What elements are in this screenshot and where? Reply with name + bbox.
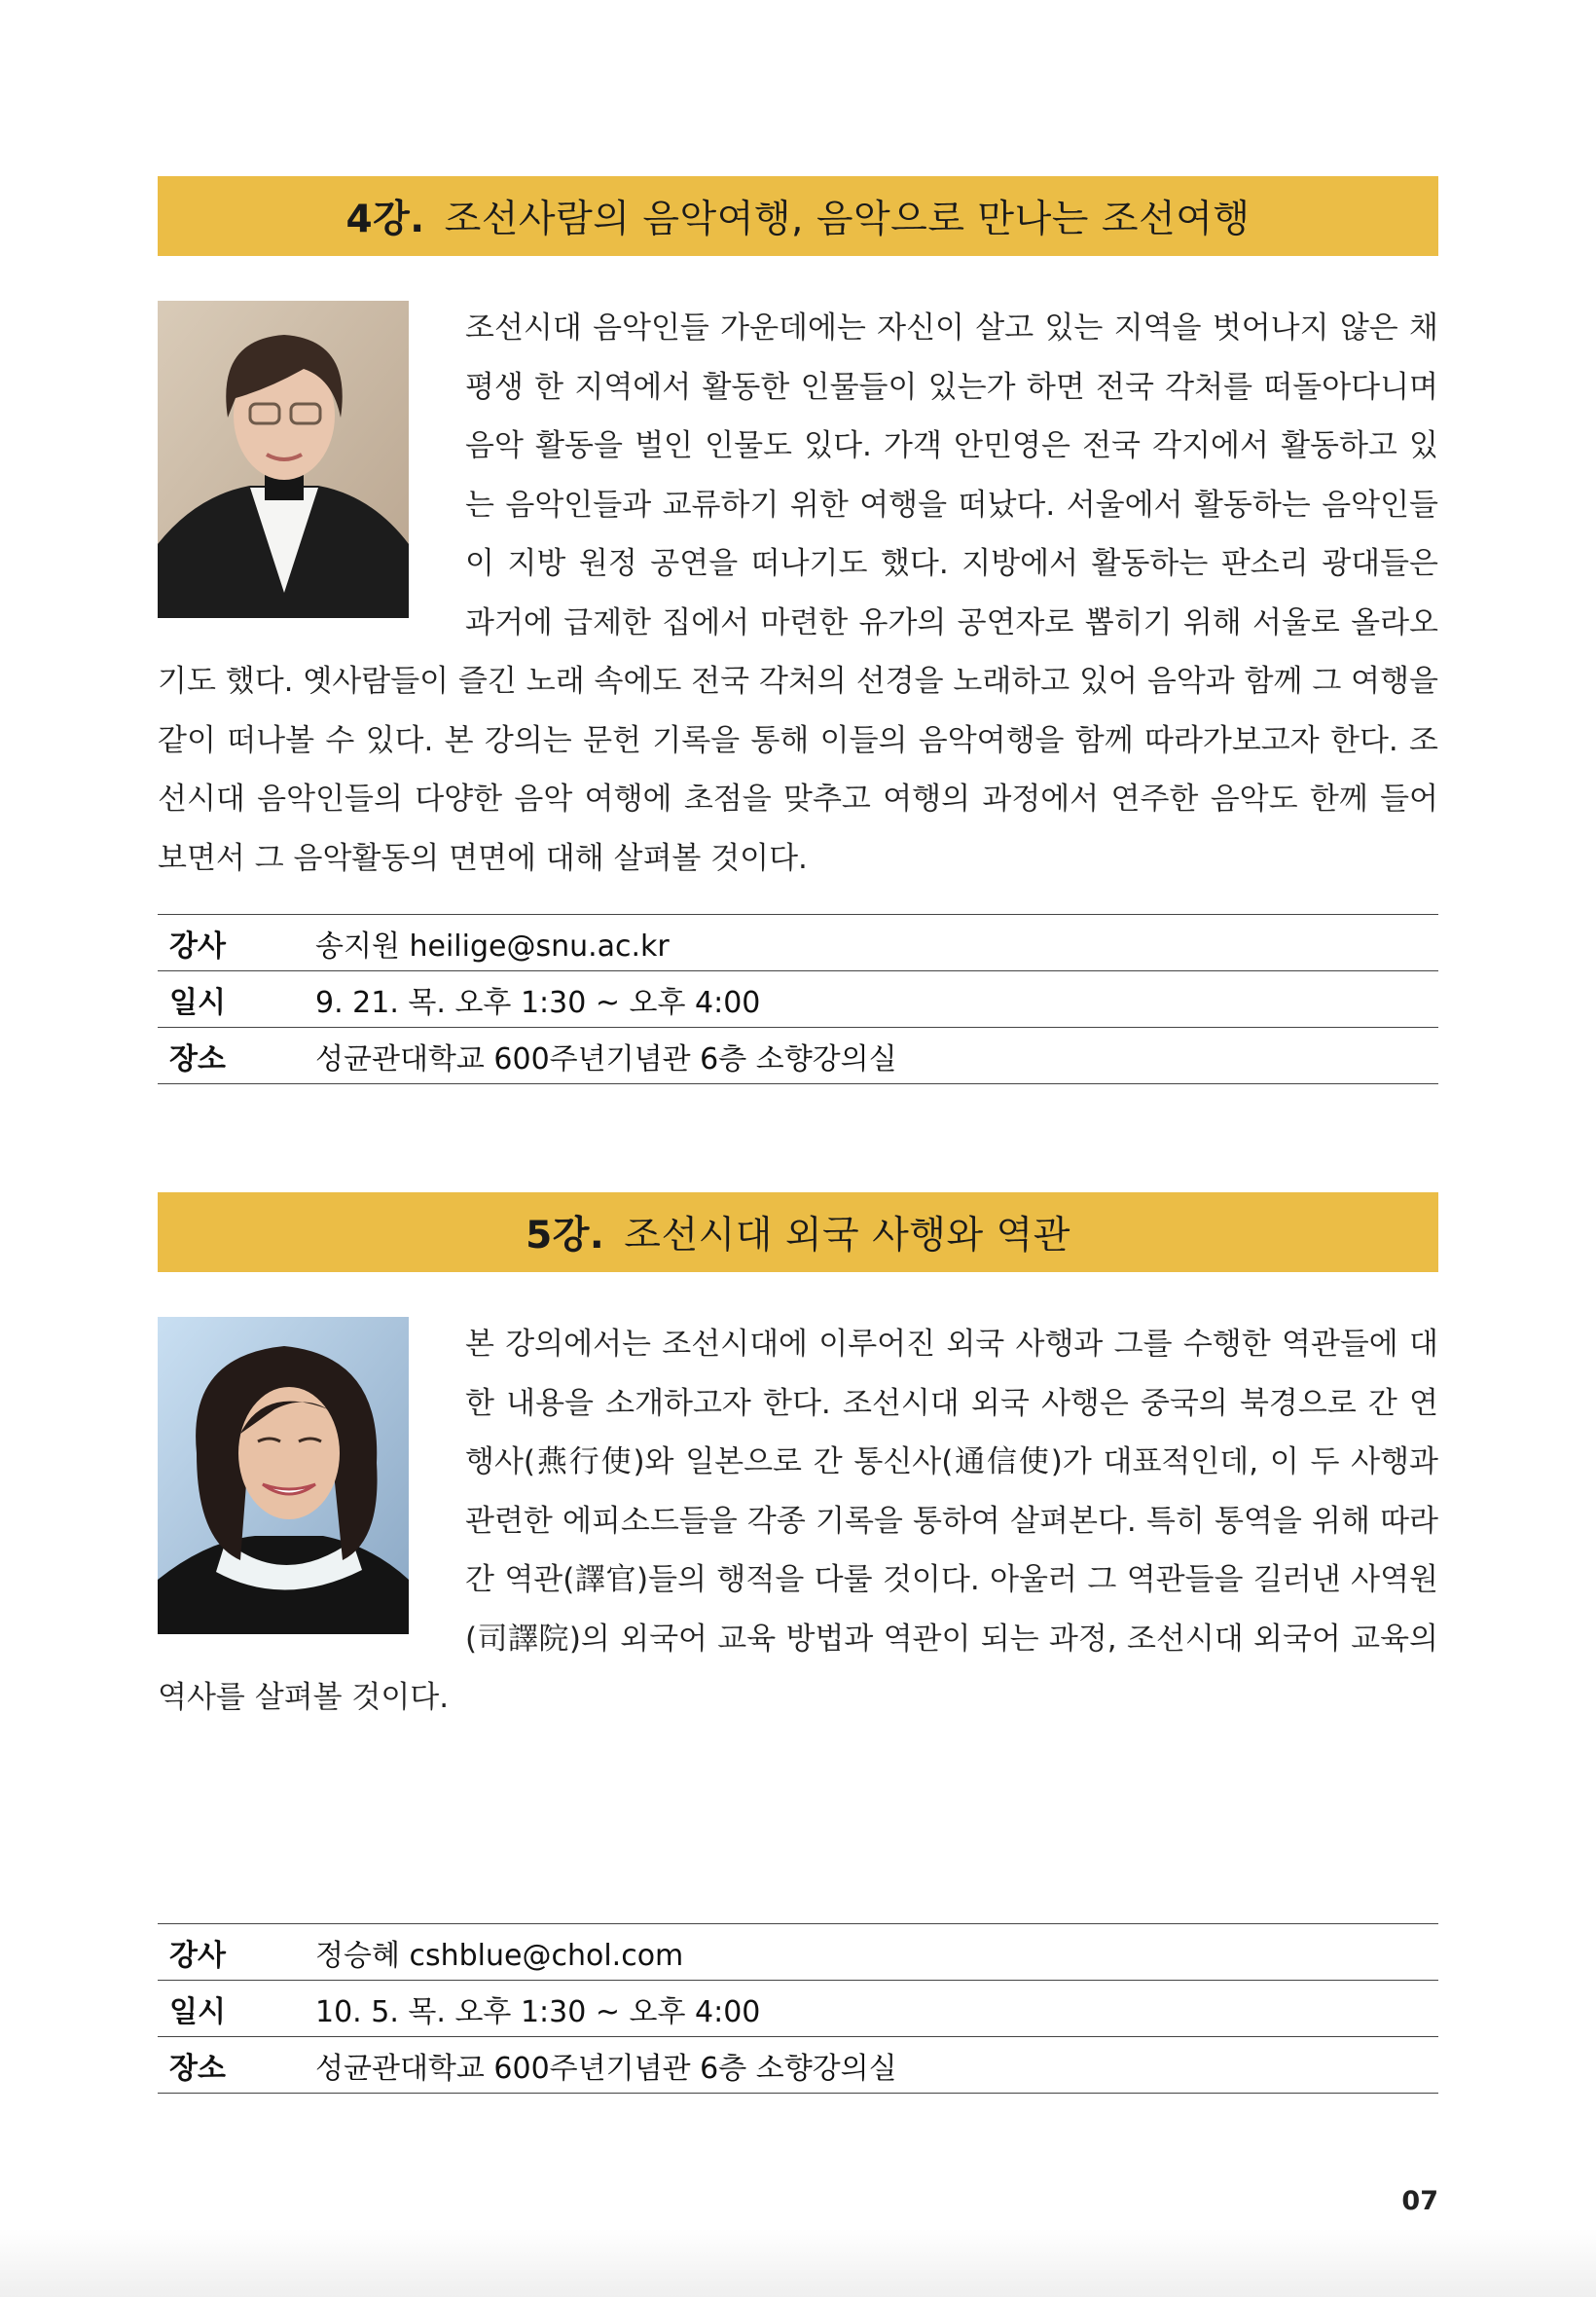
info-row-lecturer [158,914,1438,970]
info-label: 장소 [169,1041,226,1076]
lecturer-4-photo [158,301,409,618]
info-label: 장소 [169,2051,226,2086]
lecture-5-info-table [158,1923,1438,2094]
info-row-datetime [158,970,1438,1027]
info-label: 일시 [169,985,226,1020]
page-bottom-shadow [0,2229,1596,2297]
info-value: 성균관대학교 600주년기념관 6층 소향강의실 [315,1041,897,1076]
lecture-5-title-banner [158,1192,1438,1272]
lecture-4-info-table [158,914,1438,1084]
lecture-5-number: 5강. [526,1214,605,1258]
info-label: 강사 [169,929,226,964]
info-value: 성균관대학교 600주년기념관 6층 소향강의실 [315,2051,897,2086]
lecture-4-description: 조선시대 음악인들 가운데에는 자신이 살고 있는 지역을 벗어나지 않은 채 평생 한 지역에서 활동한 인물들이 있는가 하면 전국 각처를 떠돌아다니며 음악 활동을 벌인 인물도 있다. 가객 안민영은 전국 각지에서 활동하고 있는 음악인들과 교류하기 위한 여행을 떠났다. 서울에서 활동하는 음악인들이 지방 원정 공연을 떠나기도 했다. 지방에서 활동하는 판소리 광대들은 과거에 급제한 집에서 마련한 유가의 공연자로 뽑히기 위해 서울로 올라오기도 했다. 옛사람들이 즐긴 노래 속에도 전국 각처의 선경을 노래하고 있어 음악과 함께 그 여행을 같이 떠나볼 수 있다. 본 강의는 문헌 기록을 통해 이들의 음악여행을 함께 따라가보고자 한다. 조선시대 음악인들의 다양한 음악 여행에 초점을 맞추고 여행의 과정에서 연주한 음악도 한께 들어보면서 그 음악활동의 면면에 대해 살펴볼 것이다. [158,310,1438,876]
info-row-lecturer [158,1923,1438,1980]
lecture-5-body [158,1315,1438,1728]
info-value: 정승혜 cshblue@chol.com [315,1938,684,1973]
page-number: 07 [1401,2186,1438,2216]
lecture-4-number: 4강. [345,198,425,241]
info-value: 송지원 heilige@snu.ac.kr [315,929,670,964]
lecturer-5-photo [158,1317,409,1634]
lecture-5-section [158,1192,1438,1728]
lecture-5-title: 조선시대 외국 사행와 역관 [624,1214,1070,1258]
info-row-location [158,1027,1438,1084]
lecture-4-section [158,176,1438,888]
lecture-4-title-banner [158,176,1438,256]
lecture-4-title: 조선사람의 음악여행, 음악으로 만나는 조선여행 [444,198,1251,241]
lecture-5-description: 본 강의에서는 조선시대에 이루어진 외국 사행과 그를 수행한 역관들에 대한 내용을 소개하고자 한다. 조선시대 외국 사행은 중국의 북경으로 간 연행사(燕行使)와 일본으로 간 통신사(通信使)가 대표적인데, 이 두 사행과 관련한 에피소드들을 각종 기록을 통하여 살펴본다. 특히 통역을 위해 따라간 역관(譯官)들의 행적을 다룰 것이다. 아울러 그 역관들을 길러낸 사역원(司譯院)의 외국어 교육 방법과 역관이 되는 과정, 조선시대 외국어 교육의 역사를 살펴볼 것이다. [158,1327,1438,1715]
info-value: 9. 21. 목. 오후 1:30 ~ 오후 4:00 [315,985,761,1020]
lecture-4-body [158,299,1438,888]
info-label: 강사 [169,1938,226,1973]
info-row-datetime [158,1980,1438,2036]
info-row-location [158,2036,1438,2094]
info-value: 10. 5. 목. 오후 1:30 ~ 오후 4:00 [315,1994,761,2029]
info-label: 일시 [169,1994,226,2029]
